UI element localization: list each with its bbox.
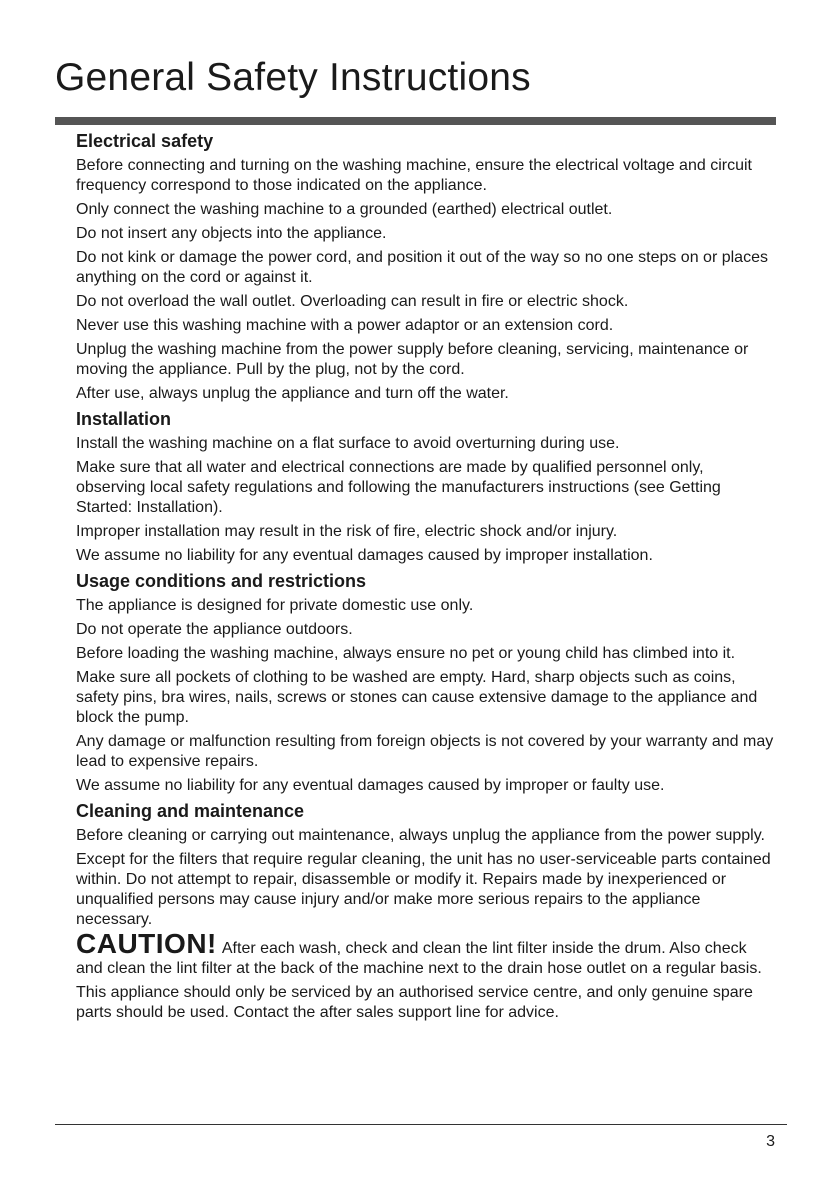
paragraph: We assume no liability for any eventual damages caused by improper installation. <box>76 547 653 564</box>
section-usage-conditions <box>76 570 776 796</box>
paragraph: Improper installation may result in the risk of fire, electric shock and/or injury. <box>76 523 618 540</box>
paragraph: Before cleaning or carrying out maintenance, always unplug the appliance from the power supply. <box>76 827 765 844</box>
paragraph: Any damage or malfunction resulting from foreign objects is not covered by your warranty and may lead to expensive repairs. <box>76 733 774 770</box>
footer-rule <box>55 1124 787 1125</box>
paragraph: Never use this washing machine with a power adaptor or an extension cord. <box>76 317 614 334</box>
document-body <box>76 130 776 1027</box>
paragraph: Except for the filters that require regular cleaning, the unit has no user-serviceable parts contained within. Do not attempt to repair, disassemble or modify it. Repairs made by inexperienced or unqualified persons may cause injury and/or make more serious repairs to the appliance necessary. <box>76 851 771 928</box>
paragraph: Before connecting and turning on the washing machine, ensure the electrical voltage and circuit frequency correspond to those indicated on the appliance. <box>76 157 752 194</box>
section-heading: Cleaning and maintenance <box>76 801 305 821</box>
paragraph: Unplug the washing machine from the power supply before cleaning, servicing, maintenance or moving the appliance. Pull by the plug, not by the cord. <box>76 341 749 378</box>
section-electrical-safety <box>76 130 776 404</box>
paragraph: Only connect the washing machine to a grounded (earthed) electrical outlet. <box>76 201 613 218</box>
paragraph: Make sure that all water and electrical connections are made by qualified personnel only, observing local safety regulations and following the manufacturers instructions (see Getting Started: Installation). <box>76 459 721 516</box>
caution-paragraph <box>76 928 776 979</box>
page-number: 3 <box>766 1133 775 1150</box>
title-rule <box>55 117 776 125</box>
paragraph: We assume no liability for any eventual damages caused by improper or faulty use. <box>76 777 665 794</box>
caution-text: After each wash, check and clean the lint filter inside the drum. Also check and clean the lint filter at the back of the machine next to the drain hose outlet on a regular basis. <box>76 940 762 977</box>
paragraph: Do not insert any objects into the appliance. <box>76 225 387 242</box>
paragraph: Install the washing machine on a flat surface to avoid overturning during use. <box>76 435 620 452</box>
paragraph: After use, always unplug the appliance and turn off the water. <box>76 385 509 402</box>
paragraph: The appliance is designed for private domestic use only. <box>76 597 474 614</box>
paragraph: Make sure all pockets of clothing to be washed are empty. Hard, sharp objects such as coins, safety pins, bra wires, nails, screws or stones can cause extensive damage to the appliance and block the pump. <box>76 669 758 726</box>
page-title: General Safety Instructions <box>55 56 531 99</box>
paragraph: Do not overload the wall outlet. Overloading can result in fire or electric shock. <box>76 293 629 310</box>
paragraph: Before loading the washing machine, always ensure no pet or young child has climbed into it. <box>76 645 736 662</box>
paragraph: Do not kink or damage the power cord, and position it out of the way so no one steps on or places anything on the cord or against it. <box>76 249 768 286</box>
section-heading: Installation <box>76 409 172 429</box>
section-heading: Usage conditions and restrictions <box>76 571 367 591</box>
section-cleaning-maintenance <box>76 800 776 1023</box>
paragraph: Do not operate the appliance outdoors. <box>76 621 353 638</box>
section-installation <box>76 408 776 566</box>
caution-label: CAUTION! <box>76 928 217 959</box>
closing-paragraph: This appliance should only be serviced by an authorised service centre, and only genuine spare parts should be used. Contact the after sales support line for advice. <box>76 984 753 1021</box>
section-heading: Electrical safety <box>76 131 214 151</box>
